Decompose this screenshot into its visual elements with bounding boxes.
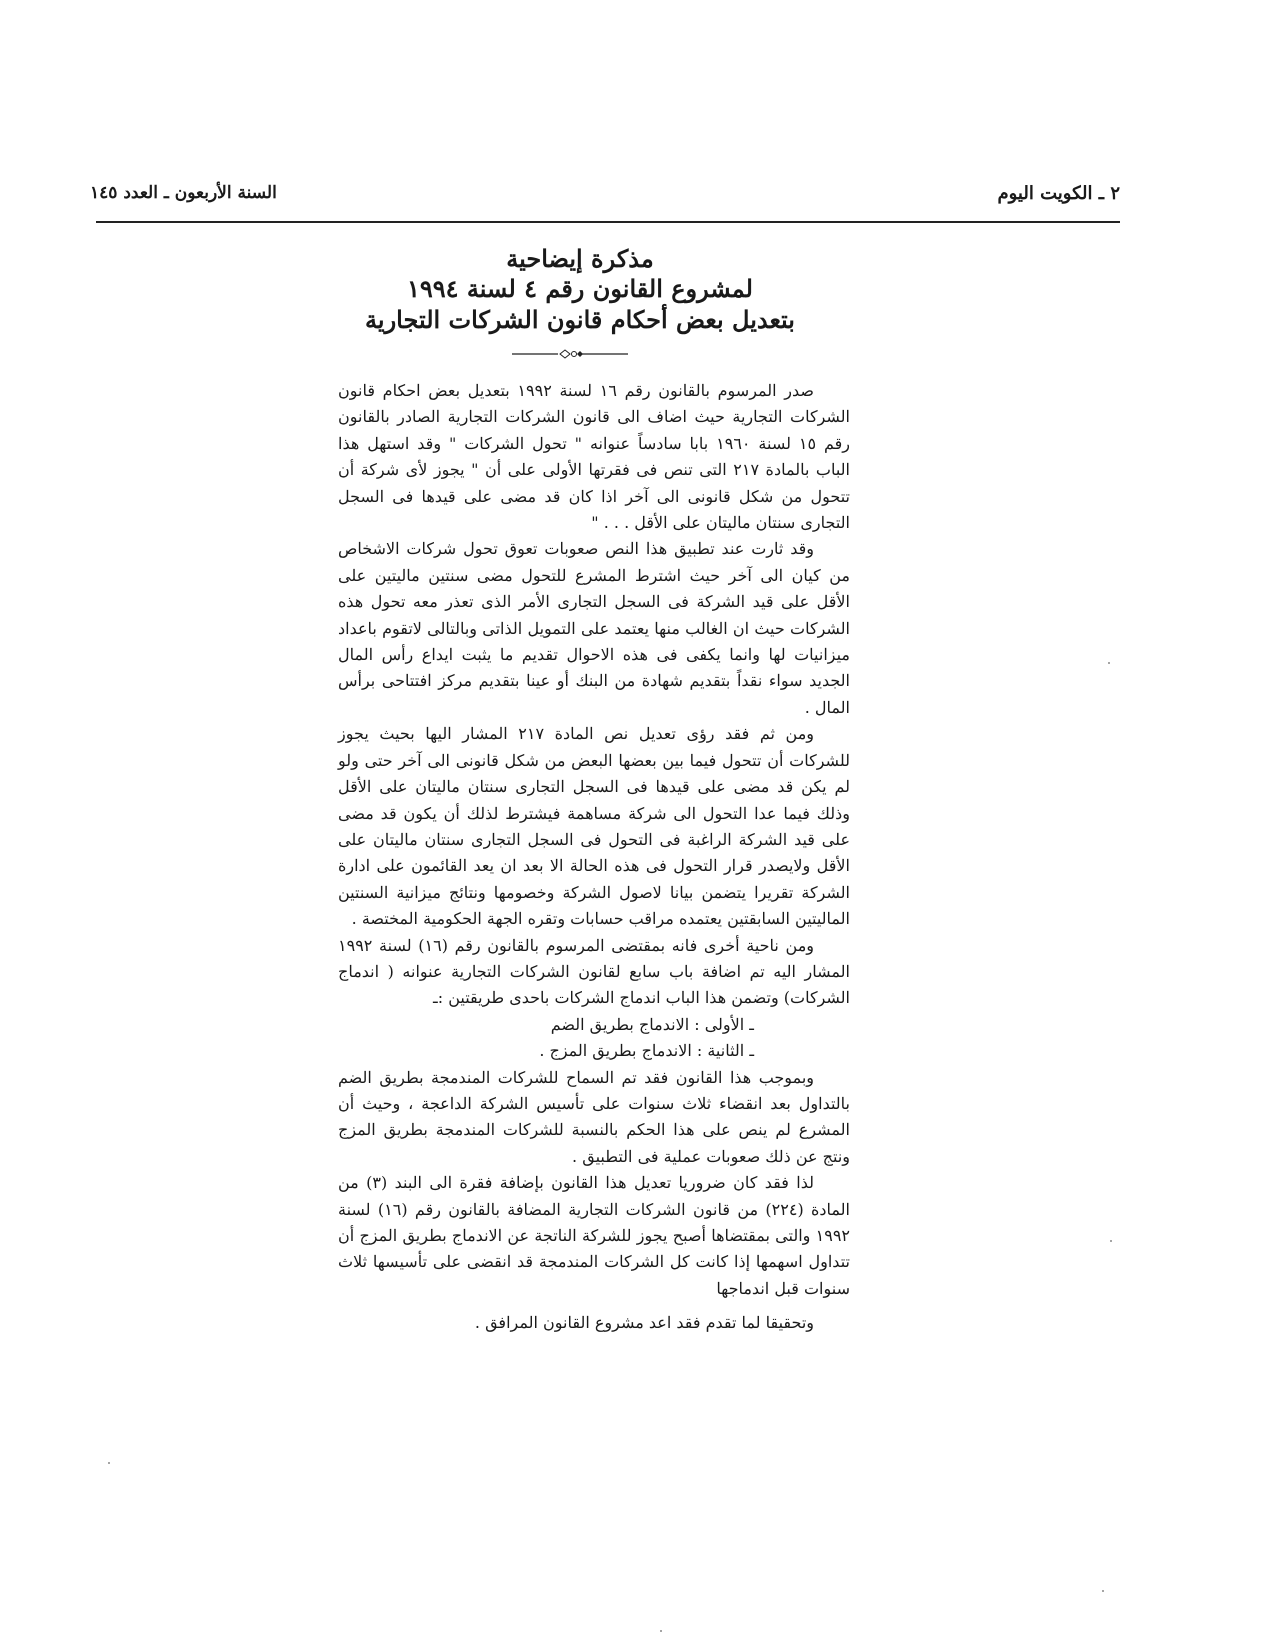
title-line-2: لمشروع القانون رقم ٤ لسنة ١٩٩٤ <box>407 274 753 303</box>
list-item-1: ـ الأولى : الاندماج بطريق الضم <box>550 1014 754 1034</box>
paragraph-4: ومن ناحية أخرى فانه بمقتضى المرسوم بالقانون رقم (١٦) لسنة ١٩٩٢ المشار اليه تم اضافة باب سابع لقانون الشركات التجارية عنوانه ( اندماج الشركات) وتضمن هذا الباب اندماج الشركات باحدى طريقتين :ـ <box>338 935 850 1008</box>
document-title <box>330 244 830 336</box>
scan-speck <box>1110 1240 1112 1242</box>
list-item-2: ـ الثانية : الاندماج بطريق المزج . <box>539 1041 754 1061</box>
paragraph-6: لذا فقد كان ضروريا تعديل هذا القانون بإضافة فقرة الى البند (٣) من المادة (٢٢٤) من قانون الشركات التجارية المضافة بالقانون رقم (١٦) لسنة ١٩٩٢ والتى بمقتضاها أصبح يجوز للشركة الناتجة عن الاندماج بطريق المزج أن تتداول اسهمها إذا كانت كل الشركات المندمجة قد انقضى على تأسيسها ثلاث سنوات قبل اندماجها <box>338 1173 850 1298</box>
header-divider <box>96 221 1120 223</box>
paragraph-2: وقد ثارت عند تطبيق هذا النص صعوبات تعوق تحول شركات الاشخاص من كيان الى آخر حيث اشترط المشرع للتحول مضى سنتين ماليتين على الأقل على قيد الشركة فى السجل التجارى الأمر الذى تعذر معه تحول هذه الشركات حيث ان الغالب منها يعتمد على التمويل الذاتى وبالتالى لاتقوم باعداد ميزانيات لها وانما يكفى فى هذه الاحوال تقديم ما يثبت ايداع رأس المال الجديد سواء نقداً بتقديم شهادة من البنك أو عينا بتقديم مركز افتتاحى برأس المال . <box>338 539 850 717</box>
body-text <box>338 378 850 1337</box>
header-issue-label: السنة الأربعون ـ العدد ١٤٥ <box>90 183 277 203</box>
title-line-3: بتعديل بعض أحكام قانون الشركات التجارية <box>365 305 795 334</box>
scan-speck <box>1102 1590 1104 1592</box>
header-page-label: ٢ ـ الكويت اليوم <box>997 183 1120 204</box>
page-header <box>90 183 1120 217</box>
paragraph-1: صدر المرسوم بالقانون رقم ١٦ لسنة ١٩٩٢ بتعديل بعض احكام قانون الشركات التجارية حيث اضاف الى قانون الشركات التجارية الصادر بالقانون رقم ١٥ لسنة ١٩٦٠ بابا سادساً عنوانه " تحول الشركات " وقد استهل هذا الباب بالمادة ٢١٧ التى تنص فى فقرتها الأولى على أن " يجوز لأى شركة أن تتحول من شكل قانونى الى آخر اذا كان قد مضى على قيدها فى السجل التجارى سنتان ماليتان على الأقل . . . " <box>338 381 851 533</box>
paragraph-3: ومن ثم فقد رؤى تعديل نص المادة ٢١٧ المشار اليها بحيث يجوز للشركات أن تتحول فيما بين بعضها البعض من شكل قانونى الى آخر حتى ولو لم يكن قد مضى على قيدها فى السجل التجارى سنتان ماليتان على الأقل وذلك فيما عدا التحول الى شركة مساهمة فيشترط لذلك أن يكون قد مضى على قيد الشركة الراغبة فى التحول فى السجل التجارى سنتان ماليتان على الأقل ولايصدر قرار التحول فى هذه الحالة الا بعد ان يعد القائمون على ادارة الشركة تقريرا يتضمن بيانا لاصول الشركة وخصومها ونتائج ميزانية السنتين الماليتين السابقتين يعتمده مراقب حسابات وتقره الجهة الحكومية المختصة . <box>338 724 850 929</box>
scan-speck <box>108 1462 110 1464</box>
title-ornament-divider <box>510 348 630 360</box>
paragraph-5: وبموجب هذا القانون فقد تم السماح للشركات المندمجة بطريق الضم بالتداول بعد انقضاء ثلاث سنوات على تأسيس الشركة الداعجة ، وحيث أن المشرع لم ينص على هذا الحكم بالنسبة للشركات المندمجة بطريق المزج ونتج عن ذلك صعوبات عملية فى التطبيق . <box>338 1067 850 1166</box>
closing-paragraph: وتحقيقا لما تقدم فقد اعد مشروع القانون المرافق . <box>474 1313 814 1333</box>
scan-speck <box>660 1630 662 1632</box>
title-line-1: مذكرة إيضاحية <box>506 244 654 273</box>
scan-speck <box>1108 662 1110 664</box>
